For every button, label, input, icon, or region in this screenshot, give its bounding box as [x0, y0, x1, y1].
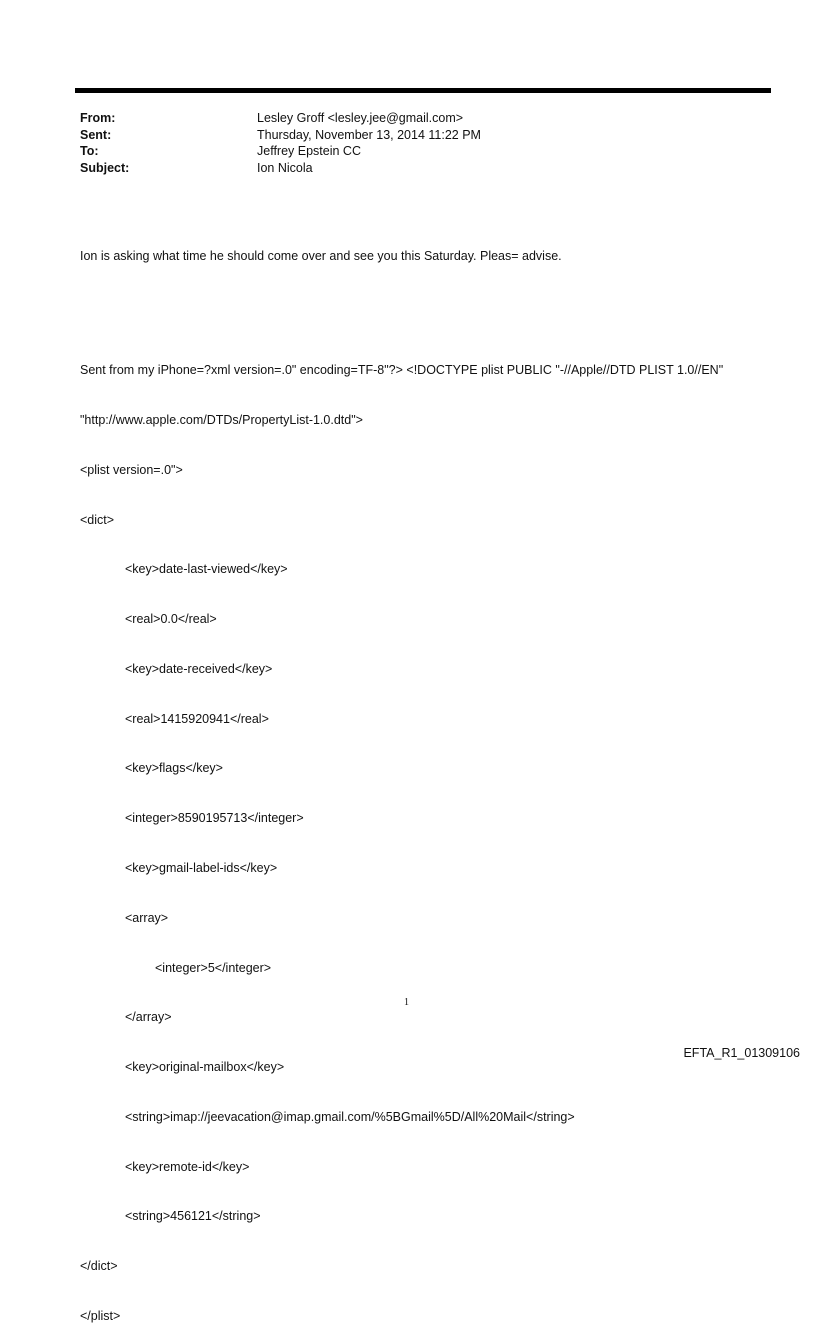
document-id: EFTA_R1_01309106 — [683, 1046, 800, 1060]
subject-value: Ion Nicola — [257, 161, 313, 176]
subject-label: Subject: — [80, 161, 130, 176]
body-line: <real>0.0</real> — [125, 612, 217, 627]
header-from — [80, 110, 481, 127]
body-line: <key>original-mailbox</key> — [125, 1060, 285, 1075]
sent-label: Sent: — [80, 127, 112, 142]
page-number: 1 — [404, 997, 409, 1008]
from-value: Lesley Groff <lesley.jee@gmail.com> — [257, 111, 464, 125]
body-line: <plist version=.0"> — [80, 462, 183, 477]
body-line: Sent from my iPhone=?xml version=.0" encoding=TF-8"?> <!DOCTYPE plist PUBLIC "-//Apple//DTD PLIST 1.0//EN" — [80, 363, 724, 378]
body-line: <string>imap://jeevacation@imap.gmail.com/%5BGmail%5D/All%20Mail</string> — [125, 1109, 575, 1124]
body-line: <integer>8590195713</integer> — [125, 811, 304, 826]
body-line: <key>flags</key> — [125, 761, 223, 776]
body-line: "http://www.apple.com/DTDs/PropertyList-1.0.dtd"> — [80, 412, 363, 427]
body-line: <key>remote-id</key> — [125, 1159, 250, 1174]
header-rule — [75, 88, 771, 93]
body-line: <real>1415920941</real> — [125, 711, 269, 726]
body-line: <key>date-received</key> — [125, 661, 273, 676]
email-header — [80, 110, 481, 177]
body-line: <array> — [125, 910, 169, 925]
body-line: </plist> — [80, 1309, 121, 1323]
from-label: From: — [80, 111, 116, 125]
email-body — [80, 215, 723, 1341]
header-sent — [80, 127, 481, 144]
body-line: </array> — [125, 1010, 172, 1025]
to-label: To: — [80, 144, 99, 159]
body-line: </dict> — [80, 1259, 118, 1274]
body-line: <string>456121</string> — [125, 1209, 261, 1224]
to-value: Jeffrey Epstein CC — [257, 144, 361, 159]
header-subject — [80, 160, 481, 177]
sent-value: Thursday, November 13, 2014 11:22 PM — [257, 127, 481, 142]
body-line: <dict> — [80, 512, 115, 527]
header-to — [80, 143, 481, 160]
body-line: <integer>5</integer> — [155, 960, 272, 975]
body-line: <key>gmail-label-ids</key> — [125, 860, 278, 875]
message-text: Ion is asking what time he should come over and see you this Saturday. Pleas= advise. — [80, 249, 562, 264]
body-line: <key>date-last-viewed</key> — [125, 562, 288, 577]
